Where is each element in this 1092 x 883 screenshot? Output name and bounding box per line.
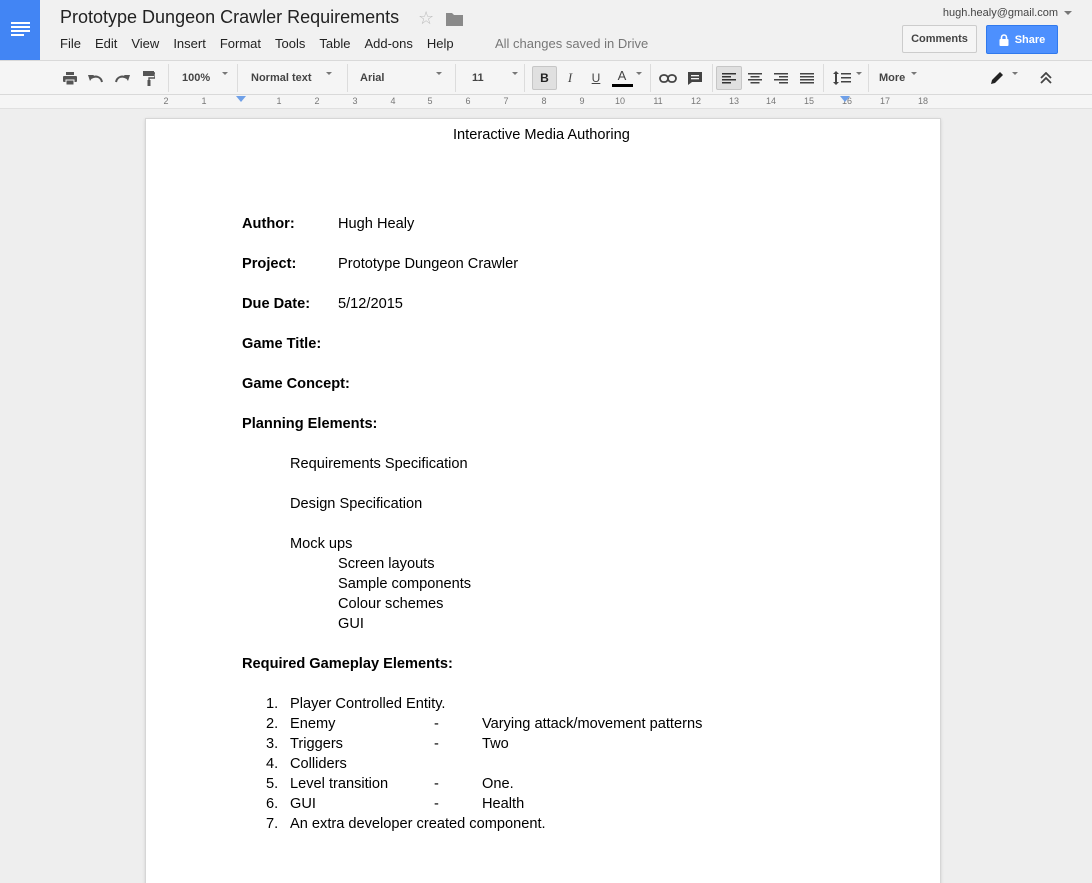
font-size-caret-icon[interactable] (512, 72, 518, 75)
text-color-caret-icon[interactable] (636, 72, 642, 75)
lock-icon (999, 34, 1009, 46)
list-item[interactable]: GUI (290, 796, 316, 812)
ruler-label: 11 (653, 96, 663, 106)
menu-tools[interactable]: Tools (275, 36, 306, 51)
ruler-label: 17 (879, 96, 891, 106)
title-bar (0, 0, 1092, 60)
text-color-letter: A (617, 68, 627, 83)
save-status[interactable]: All changes saved in Drive (495, 36, 649, 51)
planning-item[interactable]: Requirements Specification (290, 456, 468, 472)
list-item[interactable]: Level transition (290, 776, 389, 792)
list-note[interactable]: One. (482, 776, 514, 792)
menu-bar (53, 35, 461, 52)
mockup-subitem[interactable]: Sample components (338, 576, 472, 592)
list-item[interactable]: Player Controlled Entity. (290, 696, 446, 712)
italic-button[interactable]: I (567, 70, 573, 85)
list-item[interactable]: Colliders (290, 756, 347, 772)
list-number: 6. (266, 796, 279, 812)
comment-icon[interactable] (685, 66, 705, 90)
list-dash: - (434, 716, 439, 732)
star-icon[interactable]: ☆ (418, 8, 435, 28)
field-label-due-date[interactable]: Due Date: (242, 296, 311, 312)
field-value-author[interactable]: Hugh Healy (338, 216, 415, 232)
planning-item[interactable]: Mock ups (290, 536, 353, 552)
ruler-label: 13 (728, 96, 740, 106)
ruler-label: 4 (390, 96, 396, 106)
mockup-subitem[interactable]: GUI (338, 616, 364, 632)
ruler-label: 8 (541, 96, 547, 106)
list-dash: - (434, 776, 439, 792)
planning-item[interactable]: Design Specification (290, 496, 423, 512)
text-color-swatch (612, 84, 633, 87)
line-spacing-caret-icon[interactable] (856, 72, 862, 75)
list-note[interactable]: Health (482, 796, 525, 812)
menu-table[interactable]: Table (319, 36, 351, 51)
field-label-game-concept[interactable]: Game Concept: (242, 376, 350, 392)
menu-format[interactable]: Format (219, 36, 261, 51)
ruler-label: 9 (579, 96, 585, 106)
document-canvas (0, 109, 1092, 883)
bold-button[interactable]: B (532, 66, 557, 90)
paint-format-icon[interactable] (139, 66, 159, 90)
account-caret-icon[interactable] (1064, 11, 1072, 15)
menu-view[interactable]: View (131, 36, 160, 51)
underline-button[interactable]: U (591, 71, 601, 85)
menu-help[interactable]: Help (426, 36, 454, 51)
edit-mode-caret-icon[interactable] (1012, 72, 1018, 75)
ruler-label: 3 (352, 96, 358, 106)
list-number: 5. (266, 776, 279, 792)
right-indent-marker[interactable] (840, 96, 850, 102)
justify-button[interactable] (797, 66, 817, 90)
ruler-label: 1 (276, 96, 282, 106)
account-email[interactable]: hugh.healy@gmail.com (942, 7, 1058, 19)
folder-icon[interactable] (446, 12, 463, 26)
list-dash: - (434, 796, 439, 812)
redo-icon[interactable] (112, 66, 132, 90)
planning-heading[interactable]: Planning Elements: (242, 416, 378, 432)
page-header-text[interactable]: Interactive Media Authoring (453, 127, 630, 143)
menu-insert[interactable]: Insert (173, 36, 206, 51)
font-caret-icon[interactable] (436, 72, 442, 75)
more-caret-icon[interactable] (911, 72, 917, 75)
text-color-button[interactable] (610, 66, 634, 90)
align-right-button[interactable] (771, 66, 791, 90)
mockup-subitem[interactable]: Colour schemes (338, 596, 444, 612)
field-label-game-title[interactable]: Game Title: (242, 336, 322, 352)
ruler-label: 2 (314, 96, 320, 106)
share-button[interactable] (986, 25, 1058, 54)
list-item[interactable]: Triggers (290, 736, 343, 752)
style-caret-icon[interactable] (326, 72, 332, 75)
ruler-label: 6 (465, 96, 471, 106)
field-value-due-date[interactable]: 5/12/2015 (338, 296, 403, 312)
link-icon[interactable] (657, 66, 679, 90)
menu-addons[interactable]: Add-ons (364, 36, 413, 51)
list-note[interactable]: Varying attack/movement patterns (482, 716, 703, 732)
list-dash: - (434, 736, 439, 752)
ruler-label: 15 (803, 96, 815, 106)
list-number: 2. (266, 716, 279, 732)
align-center-button[interactable] (745, 66, 765, 90)
menu-file[interactable]: File (60, 36, 81, 51)
font-select[interactable]: Arial (360, 72, 385, 84)
print-icon[interactable] (60, 66, 80, 90)
gameplay-heading[interactable]: Required Gameplay Elements: (242, 656, 453, 672)
horizontal-ruler[interactable] (0, 95, 1092, 109)
ruler-label: 7 (503, 96, 509, 106)
list-number: 7. (266, 816, 279, 832)
toolbar (0, 60, 1092, 95)
ruler-label: 12 (690, 96, 702, 106)
field-label-author[interactable]: Author: (242, 216, 295, 232)
document-title[interactable]: Prototype Dungeon Crawler Requirements (60, 7, 400, 27)
ruler-label: 18 (917, 96, 929, 106)
undo-icon[interactable] (86, 66, 106, 90)
ruler-label: 16 (841, 96, 853, 106)
left-indent-marker[interactable] (236, 96, 246, 102)
font-size-select[interactable]: 11 (472, 72, 484, 84)
line-spacing-icon[interactable] (831, 66, 853, 90)
ruler-label: 1 (201, 96, 207, 106)
list-item[interactable]: Enemy (290, 716, 336, 732)
mockup-subitem[interactable]: Screen layouts (338, 556, 435, 572)
collapse-menus-icon[interactable] (1036, 66, 1056, 90)
field-label-project[interactable]: Project: (242, 256, 297, 272)
list-number: 1. (266, 696, 279, 712)
document-page[interactable] (145, 118, 941, 883)
align-left-button[interactable] (716, 66, 742, 90)
pencil-edit-icon[interactable] (987, 66, 1007, 90)
list-item[interactable]: An extra developer created component. (290, 816, 546, 832)
docs-logo-icon[interactable] (0, 0, 40, 60)
list-note[interactable]: Two (482, 736, 509, 752)
zoom-select[interactable]: 100% (182, 72, 211, 84)
ruler-label: 5 (427, 96, 433, 106)
menu-edit[interactable]: Edit (94, 36, 118, 51)
ruler-label: 10 (614, 96, 626, 106)
list-number: 4. (266, 756, 279, 772)
comments-button[interactable]: Comments (902, 25, 977, 53)
list-number: 3. (266, 736, 279, 752)
ruler-label: 14 (765, 96, 777, 106)
share-label: Share (1014, 33, 1046, 46)
more-button[interactable]: More (879, 72, 906, 84)
ruler-label: 2 (163, 96, 169, 106)
field-value-project[interactable]: Prototype Dungeon Crawler (338, 256, 519, 272)
zoom-caret-icon[interactable] (222, 72, 228, 75)
style-select[interactable]: Normal text (251, 72, 312, 84)
